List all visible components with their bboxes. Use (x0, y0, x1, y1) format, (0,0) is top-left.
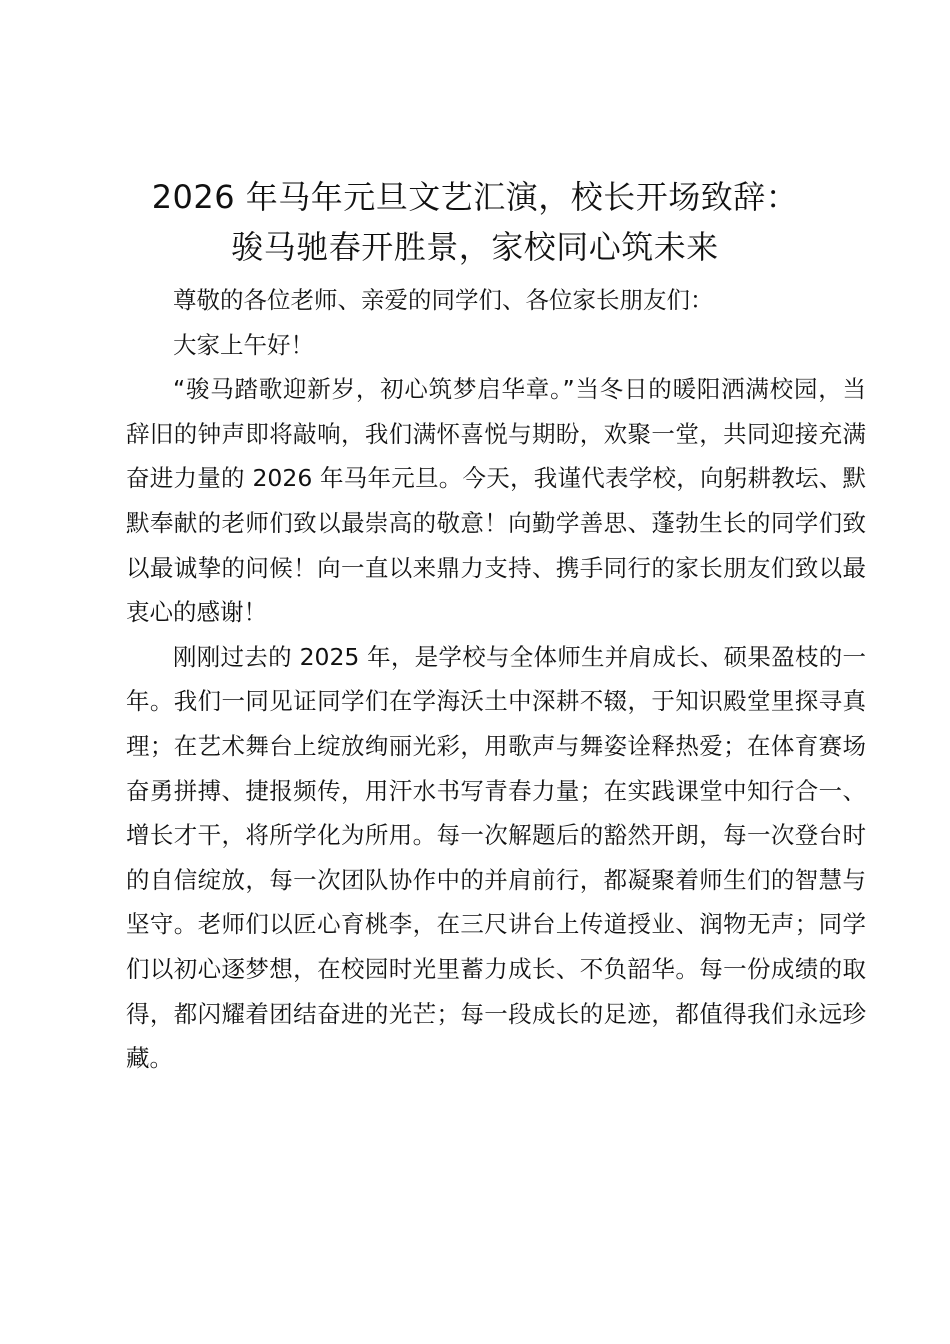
opening-paragraph: “骏马踏歌迎新岁，初心筑梦启华章。”当冬日的暖阳洒满校园，当辞旧的钟声即将敲响，我们满怀喜悦与期盼，欢聚一堂，共同迎接充满奋进力量的 2026 年马年元旦。今天，我谨代表学校，向躬耕教坛、默默奉献的老师们致以最崇高的敬意！向勤学善思、蓬勃生长的同学们致以最诚挚的问候！向一直以来鼎力支持、携手同行的家长朋友们致以最衷心的感谢！ (126, 375, 866, 627)
document-title (120, 172, 830, 272)
review-paragraph: 刚刚过去的 2025 年，是学校与全体师生并肩成长、硕果盈枝的一年。我们一同见证同学们在学海沃土中深耕不辍，于知识殿堂里探寻真理；在艺术舞台上绽放绚丽光彩，用歌声与舞姿诠释热爱；在体育赛场奋勇拼搏、捷报频传，用汗水书写青春力量；在实践课堂中知行合一、增长才干，将所学化为所用。每一次解题后的豁然开朗，每一次登台时的自信绽放，每一次团队协作中的并肩前行，都凝聚着师生们的智慧与坚守。老师们以匠心育桃李，在三尺讲台上传道授业、润物无声；同学们以初心逐梦想，在校园时光里蓄力成长、不负韶华。每一份成绩的取得，都闪耀着团结奋进的光芒；每一段成长的足迹，都值得我们永远珍藏。 (126, 642, 866, 1073)
document-body (126, 278, 866, 1081)
greeting-paragraph: 大家上午好！ (173, 330, 314, 359)
salutation-paragraph: 尊敬的各位老师、亲爱的同学们、各位家长朋友们： (173, 286, 714, 314)
title-line-2: 骏马驰春开胜景，家校同心筑未来 (231, 228, 719, 266)
title-line-1: 2026 年马年元旦文艺汇演，校长开场致辞： (151, 178, 799, 216)
